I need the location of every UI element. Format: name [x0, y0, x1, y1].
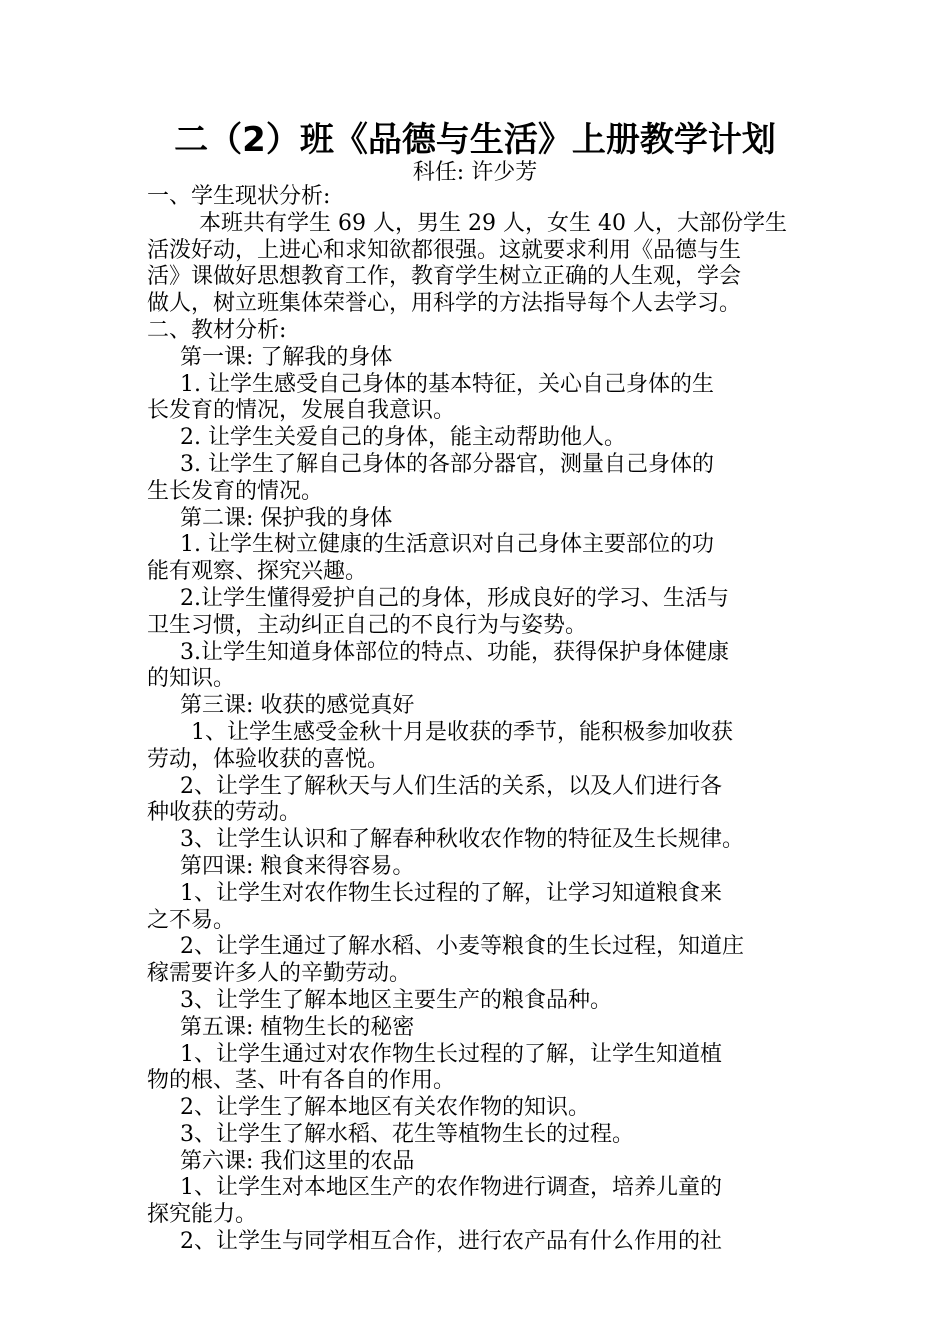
text-line: 做人，树立班集体荣誉心，用科学的方法指导每个人去学习。 — [147, 291, 742, 317]
text-line: 1、让学生对农作物生长过程的了解，让学习知道粮食来 — [180, 880, 722, 906]
text-line: 1、让学生感受金秋十月是收获的季节，能积极参加收获 — [191, 719, 733, 745]
text-line: 1、让学生通过对农作物生长过程的了解，让学生知道植 — [180, 1041, 722, 1067]
text-line: 能有观察、探究兴趣。 — [147, 559, 368, 585]
text-line: 1. 让学生树立健康的生活意识对自己身体主要部位的功 — [180, 532, 714, 558]
text-line: 2、让学生通过了解水稻、小麦等粮食的生长过程，知道庄 — [180, 934, 744, 960]
teacher-line: 科任: 许少芳 — [412, 160, 538, 185]
text-line: 2、让学生与同学相互合作，进行农产品有什么作用的社 — [180, 1229, 722, 1255]
text-line: 3. 让学生了解自己身体的各部分器官，测量自己身体的 — [180, 451, 714, 477]
document-body — [147, 184, 827, 1256]
text-line: 探究能力。 — [147, 1202, 258, 1228]
page-title: 二（2）班《品德与生活》上册教学计划 — [174, 120, 776, 160]
text-line: 稼需要许多人的辛勤劳动。 — [147, 961, 412, 987]
text-line: 第六课: 我们这里的农品 — [180, 1148, 415, 1174]
text-line: 长发育的情况，发展自我意识。 — [147, 398, 456, 424]
text-line: 二、教材分析: — [147, 317, 287, 343]
text-line: 种收获的劳动。 — [147, 800, 302, 826]
text-line: 3、让学生了解本地区主要生产的粮食品种。 — [180, 987, 612, 1013]
text-line: 的知识。 — [147, 666, 236, 692]
text-line: 之不易。 — [147, 907, 236, 933]
text-line: 活》课做好思想教育工作，教育学生树立正确的人生观，学会 — [147, 264, 742, 290]
text-line: 一、学生现状分析: — [147, 184, 331, 209]
text-line: 1. 让学生感受自己身体的基本特征，关心自己身体的生 — [180, 371, 714, 397]
text-line: 2.让学生懂得爱护自己的身体，形成良好的学习、生活与 — [180, 585, 729, 611]
text-line: 1、让学生对本地区生产的农作物进行调查，培养儿童的 — [180, 1175, 722, 1201]
text-line: 卫生习惯，主动纠正自己的不良行为与姿势。 — [147, 612, 588, 638]
text-line: 本班共有学生 69 人，男生 29 人，女生 40 人，大部份学生 — [199, 210, 787, 236]
text-line: 活泼好动，上进心和求知欲都很强。这就要求利用《品德与生 — [147, 237, 742, 263]
text-line: 第四课: 粮食来得容易。 — [180, 853, 415, 879]
text-line: 第三课: 收获的感觉真好 — [180, 693, 415, 719]
text-line: 2、让学生了解秋天与人们生活的关系，以及人们进行各 — [180, 773, 722, 799]
text-line: 2. 让学生关爱自己的身体，能主动帮助他人。 — [180, 425, 626, 451]
text-line: 3.让学生知道身体部位的特点、功能，获得保护身体健康 — [180, 639, 729, 665]
text-line: 2、让学生了解本地区有关农作物的知识。 — [180, 1095, 590, 1121]
text-line: 第一课: 了解我的身体 — [180, 344, 393, 370]
text-line: 第二课: 保护我的身体 — [180, 505, 393, 531]
text-line: 生长发育的情况。 — [147, 478, 324, 504]
text-line: 物的根、茎、叶有各自的作用。 — [147, 1068, 456, 1094]
text-line: 3、让学生了解水稻、花生等植物生长的过程。 — [180, 1121, 634, 1147]
text-line: 劳动，体验收获的喜悦。 — [147, 746, 390, 772]
text-line: 第五课: 植物生长的秘密 — [180, 1014, 415, 1040]
text-line: 3、让学生认识和了解春种秋收农作物的特征及生长规律。 — [180, 827, 744, 853]
